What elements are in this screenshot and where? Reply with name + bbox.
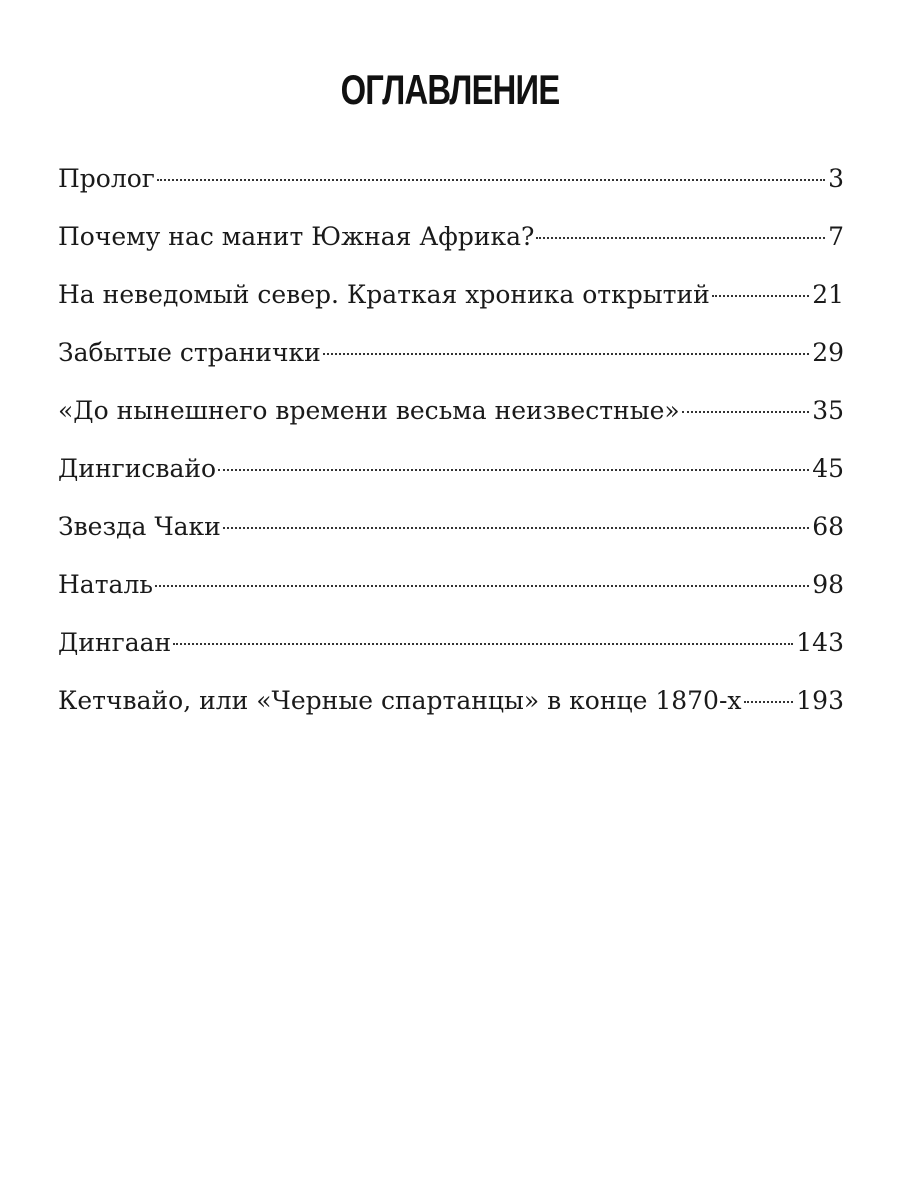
dot-leader — [712, 295, 809, 297]
toc-entry-page-number: 7 — [828, 222, 844, 251]
toc-entry — [58, 568, 844, 626]
dot-leader — [744, 701, 794, 703]
dot-leader — [173, 643, 793, 645]
toc-entry-page-number: 29 — [812, 338, 844, 367]
toc-entry — [58, 626, 844, 684]
toc-entry-title: На неведомый север. Краткая хроника открытий — [58, 280, 710, 309]
toc-entry — [58, 394, 844, 452]
toc-entry-title: Звезда Чаки — [58, 512, 221, 541]
dot-leader — [682, 411, 809, 413]
toc-entry-title: Почему нас манит Южная Африка? — [58, 222, 535, 251]
toc-entry-title: Забытые странички — [58, 338, 321, 367]
dot-leader — [223, 527, 809, 529]
toc-entry-page-number: 3 — [828, 164, 844, 193]
toc-entry-title: Наталь — [58, 570, 153, 599]
toc-entry — [58, 510, 844, 568]
dot-leader — [155, 585, 809, 587]
toc-entry-page-number: 98 — [812, 570, 844, 599]
toc-entry — [58, 452, 844, 510]
toc-entry — [58, 278, 844, 336]
toc-entry-page-number: 143 — [796, 628, 844, 657]
toc-entry-title: Дингисвайо — [58, 454, 217, 483]
toc-entry-page-number: 45 — [812, 454, 844, 483]
toc-entry — [58, 220, 844, 278]
dot-leader — [323, 353, 809, 355]
dot-leader — [536, 237, 825, 239]
toc-entry-page-number: 68 — [812, 512, 844, 541]
dot-leader — [157, 179, 825, 181]
toc-entry — [58, 684, 844, 742]
toc-entry — [58, 336, 844, 394]
toc-entry-title: Кетчвайо, или «Черные спартанцы» в конце 1870-х — [58, 686, 742, 715]
toc-entry-title: Пролог — [58, 164, 155, 193]
toc-entry-page-number: 193 — [796, 686, 844, 715]
table-of-contents — [58, 162, 844, 742]
toc-entry-title: «До нынешнего времени весьма неизвестные» — [58, 396, 680, 425]
toc-entry-page-number: 35 — [812, 396, 844, 425]
toc-entry-page-number: 21 — [812, 280, 844, 309]
toc-entry — [58, 162, 844, 220]
dot-leader — [218, 469, 809, 471]
toc-entry-title: Дингаан — [58, 628, 172, 657]
page-title: ОГЛАВЛЕНИЕ — [340, 66, 560, 113]
